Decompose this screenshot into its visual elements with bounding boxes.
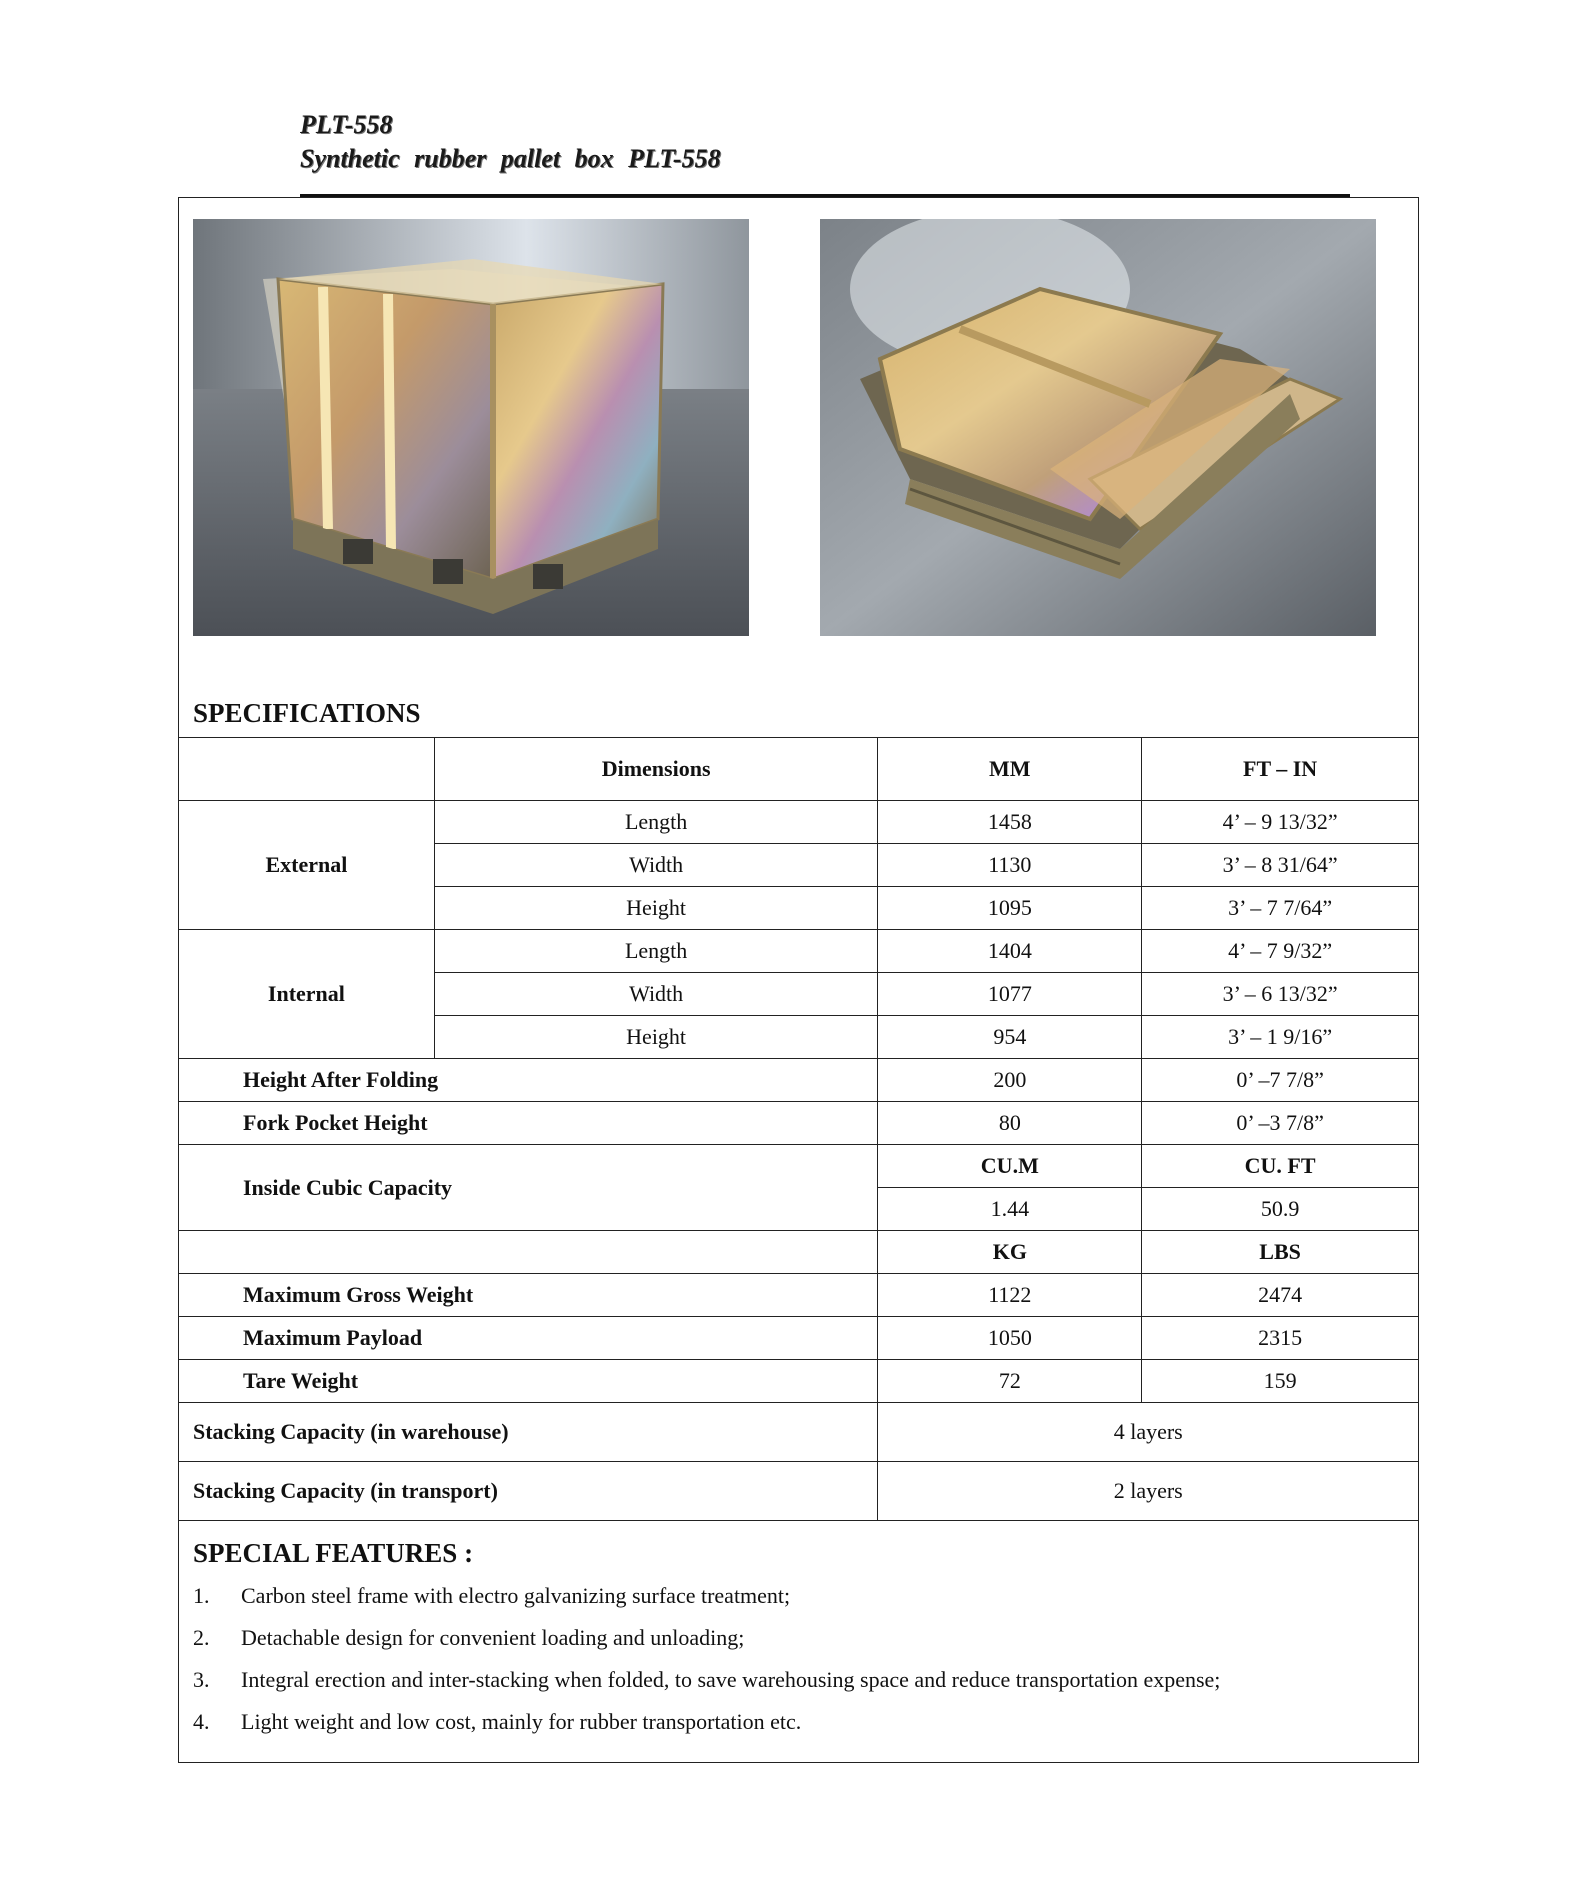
- list-item-text: Light weight and low cost, mainly for rubber transportation etc.: [241, 1709, 802, 1734]
- lbs-unit-header: LBS: [1142, 1231, 1419, 1274]
- table-row: [179, 1462, 1419, 1521]
- table-row: [179, 930, 1419, 973]
- list-item: [193, 1701, 1220, 1743]
- header-empty-cell: [179, 738, 435, 801]
- list-item-text: Detachable design for convenient loading and unloading;: [241, 1625, 745, 1650]
- ft-in-cell: 3’ – 7 7/64”: [1142, 887, 1419, 930]
- table-row: [179, 1059, 1419, 1102]
- dimension-cell: Length: [434, 930, 878, 973]
- assembled-pallet-box-photo: [193, 219, 749, 636]
- stacking-transport-value: 2 layers: [878, 1462, 1419, 1521]
- list-item-number: 2.: [193, 1625, 210, 1650]
- external-label: External: [179, 801, 435, 930]
- tare-weight-label: Tare Weight: [179, 1360, 878, 1403]
- spec-header-row: [179, 738, 1419, 801]
- kg-cell: 1122: [878, 1274, 1142, 1317]
- mm-cell: 954: [878, 1016, 1142, 1059]
- list-item-text: Integral erection and inter-stacking when folded, to save warehousing space and reduce transportation expense;: [241, 1667, 1221, 1692]
- mm-cell: 1404: [878, 930, 1142, 973]
- list-item: [193, 1617, 1220, 1659]
- height-after-folding-label: Height After Folding: [179, 1059, 878, 1102]
- table-row: [179, 1360, 1419, 1403]
- dimensions-header: Dimensions: [434, 738, 878, 801]
- special-features-heading: SPECIAL FEATURES :: [193, 1538, 474, 1568]
- ft-in-cell: 4’ – 9 13/32”: [1142, 801, 1419, 844]
- mm-cell: 1458: [878, 801, 1142, 844]
- list-item-number: 4.: [193, 1709, 210, 1734]
- features-list: [193, 1575, 1220, 1743]
- dimension-cell: Height: [434, 887, 878, 930]
- table-row: [179, 1145, 1419, 1188]
- ft-in-cell: 3’ – 1 9/16”: [1142, 1016, 1419, 1059]
- dimension-cell: Length: [434, 801, 878, 844]
- table-row: [179, 1102, 1419, 1145]
- cu-m-value: 1.44: [878, 1188, 1142, 1231]
- weight-units-empty-cell: [179, 1231, 878, 1274]
- mm-cell: 200: [878, 1059, 1142, 1102]
- table-row: [179, 1274, 1419, 1317]
- mm-cell: 1130: [878, 844, 1142, 887]
- mm-cell: 1095: [878, 887, 1142, 930]
- table-row: [179, 1403, 1419, 1462]
- fork-pocket-height-label: Fork Pocket Height: [179, 1102, 878, 1145]
- document-title-block: [300, 108, 721, 176]
- kg-unit-header: KG: [878, 1231, 1142, 1274]
- list-item-number: 3.: [193, 1667, 210, 1692]
- stacking-warehouse-value: 4 layers: [878, 1403, 1419, 1462]
- ft-in-header: FT – IN: [1142, 738, 1419, 801]
- list-item: [193, 1575, 1220, 1617]
- list-item: [193, 1659, 1220, 1701]
- cu-m-unit-header: CU.M: [878, 1145, 1142, 1188]
- max-payload-label: Maximum Payload: [179, 1317, 878, 1360]
- inside-cubic-capacity-label: Inside Cubic Capacity: [179, 1145, 878, 1231]
- internal-label: Internal: [179, 930, 435, 1059]
- dimension-cell: Width: [434, 973, 878, 1016]
- cu-ft-value: 50.9: [1142, 1188, 1419, 1231]
- mm-cell: 1077: [878, 973, 1142, 1016]
- stacking-warehouse-label: Stacking Capacity (in warehouse): [179, 1403, 878, 1462]
- list-item-number: 1.: [193, 1583, 210, 1608]
- cu-ft-unit-header: CU. FT: [1142, 1145, 1419, 1188]
- product-code: PLT-558: [300, 110, 393, 139]
- list-item-text: Carbon steel frame with electro galvanizing surface treatment;: [241, 1583, 791, 1608]
- specifications-heading: SPECIFICATIONS: [193, 698, 421, 728]
- max-gross-weight-label: Maximum Gross Weight: [179, 1274, 878, 1317]
- ft-in-cell: 4’ – 7 9/32”: [1142, 930, 1419, 973]
- lbs-cell: 2474: [1142, 1274, 1419, 1317]
- ft-in-cell: 0’ –7 7/8”: [1142, 1059, 1419, 1102]
- product-title: Synthetic rubber pallet box PLT-558: [300, 144, 721, 173]
- ft-in-cell: 3’ – 6 13/32”: [1142, 973, 1419, 1016]
- mm-cell: 80: [878, 1102, 1142, 1145]
- lbs-cell: 159: [1142, 1360, 1419, 1403]
- kg-cell: 72: [878, 1360, 1142, 1403]
- dimension-cell: Width: [434, 844, 878, 887]
- ft-in-cell: 3’ – 8 31/64”: [1142, 844, 1419, 887]
- table-row: [179, 801, 1419, 844]
- dimension-cell: Height: [434, 1016, 878, 1059]
- weight-units-row: [179, 1231, 1419, 1274]
- folded-pallet-box-photo: [820, 219, 1376, 636]
- mm-header: MM: [878, 738, 1142, 801]
- specifications-table: [178, 737, 1419, 1521]
- lbs-cell: 2315: [1142, 1317, 1419, 1360]
- stacking-transport-label: Stacking Capacity (in transport): [179, 1462, 878, 1521]
- ft-in-cell: 0’ –3 7/8”: [1142, 1102, 1419, 1145]
- table-row: [179, 1317, 1419, 1360]
- kg-cell: 1050: [878, 1317, 1142, 1360]
